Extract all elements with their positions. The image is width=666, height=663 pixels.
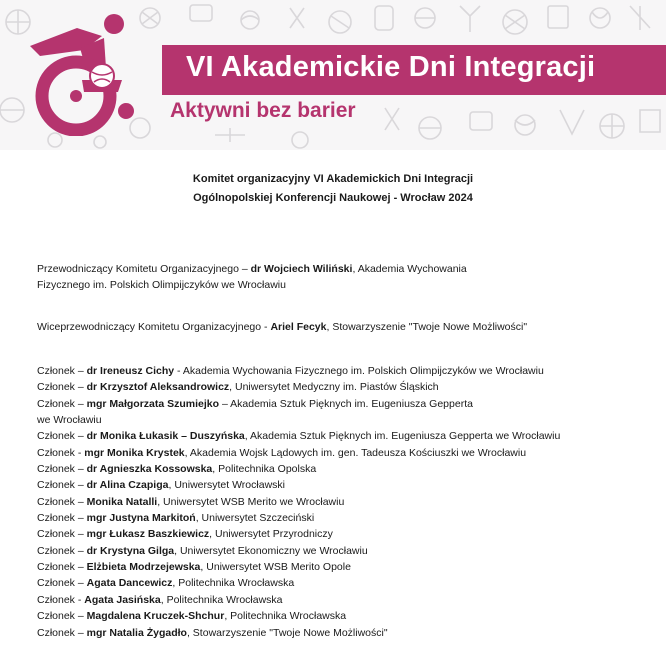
member-affiliation: , Politechnika Wrocławska [172,577,295,590]
member-name: dr Ireneusz Cichy [86,365,175,377]
chair-name: dr Wojciech Wiliński [250,263,353,275]
list-item [37,445,560,461]
member-affiliation: , Akademia Wojsk Lądowych im. gen. Tadeusza Kościuszki we Wrocławiu [184,446,527,459]
member-name: dr Krystyna Gilga [86,544,175,557]
title-bar [162,45,666,95]
member-name: dr Alina Czapiga [86,479,169,492]
chair-role: Przewodniczący Komitetu Organizacyjnego – [37,263,251,275]
page-title: VI Akademickie Dni Integracji [186,51,596,83]
member-affiliation: , Stowarzyszenie "Twoje Nowe Możliwości" [186,626,388,639]
member-name: Agata Dancewicz [86,577,173,590]
list-item [37,625,560,641]
member-name: mgr Łukasz Baszkiewicz [86,528,210,541]
page-subtitle: Aktywni bez barier [170,99,356,122]
member-name: dr Monika Łukasik – Duszyńska [86,430,245,443]
member-affiliation: , Politechnika Opolska [212,463,317,476]
member-prefix: Członek – [37,544,87,557]
member-prefix: Członek – [37,430,87,443]
list-item [37,592,560,608]
member-name: Monika Natalli [86,495,158,508]
member-affiliation: we Wrocławiu [37,414,102,427]
list-item [37,575,560,591]
member-prefix: Członek – [37,512,87,525]
heading-line-1: Komitet organizacyjny VI Akademickich Dni Integracji [192,173,474,185]
member-prefix: Członek - [37,593,85,606]
list-item [37,396,560,412]
wheelchair-athlete-logo-icon [22,6,137,136]
member-prefix: Członek – [37,610,87,623]
member-name: Elżbieta Modrzejewska [86,561,201,574]
vice-chair-role: Wiceprzewodniczący Komitetu Organizacyjnego - [37,321,271,333]
member-affiliation: , Uniwersytet Szczeciński [195,512,315,525]
vice-chair-name: Ariel Fecyk [270,321,327,333]
list-item [37,559,560,575]
list-item [37,428,560,444]
list-item [37,412,560,428]
member-name: Agata Jasińska [84,593,161,606]
chair-affiliation-continued: Fizycznego im. Polskich Olimpijczyków we Wrocławiu [37,279,286,292]
member-prefix: Członek – [37,528,87,541]
member-affiliation: , Uniwersytet Ekonomiczny we Wrocławiu [174,544,368,557]
header-banner [0,0,666,150]
list-item [37,363,560,379]
list-item [37,526,560,542]
list-item [37,461,560,477]
member-affiliation: , Uniwersytet WSB Merito we Wrocławiu [157,495,345,508]
heading-line-2: Ogólnopolskiej Konferencji Naukowej - Wrocław 2024 [193,192,473,204]
member-name: mgr Małgorzata Szumiejko [86,397,220,410]
member-name: dr Krzysztof Aleksandrowicz [86,381,230,394]
chair-affiliation: , Akademia Wychowania [352,263,467,275]
member-prefix: Członek – [37,365,87,377]
member-prefix: Członek – [37,381,87,394]
member-affiliation: , Politechnika Wrocławska [160,593,283,606]
member-name: dr Agnieszka Kossowska [86,463,213,476]
member-affiliation: , Uniwersytet Medyczny im. Piastów Śląskich [229,381,439,394]
member-affiliation: , Uniwersytet Wrocławski [168,479,285,492]
list-item [37,477,560,493]
member-affiliation: - Akademia Wychowania Fizycznego im. Polskich Olimpijczyków we Wrocławiu [174,365,544,377]
member-prefix: Członek - [37,446,85,459]
member-prefix: Członek – [37,495,87,508]
list-item [37,494,560,510]
vice-chair-affiliation: , Stowarzyszenie "Twoje Nowe Możliwości" [326,321,528,333]
member-affiliation: , Uniwersytet Przyrodniczy [209,528,333,541]
member-prefix: Członek – [37,463,87,476]
chair-paragraph [37,261,467,294]
member-name: Magdalena Kruczek-Shchur [86,610,225,623]
document-heading [0,170,666,208]
list-item [37,608,560,624]
list-item [37,543,560,559]
member-name: mgr Justyna Markitoń [86,512,196,525]
member-prefix: Członek – [37,561,87,574]
vice-chair-paragraph [37,319,527,335]
member-affiliation: , Akademia Sztuk Pięknych im. Eugeniusza Gepperta we Wrocławiu [244,430,561,443]
member-prefix: Członek – [37,397,87,410]
member-prefix: Członek – [37,577,87,590]
member-name: mgr Natalia Żygadło [86,626,187,639]
list-item [37,510,560,526]
member-name: mgr Monika Krystek [84,446,185,459]
member-affiliation: – Akademia Sztuk Pięknych im. Eugeniusza Gepperta [219,397,473,410]
member-prefix: Członek – [37,479,87,492]
member-affiliation: , Politechnika Wrocławska [224,610,347,623]
list-item [37,379,560,395]
member-prefix: Członek – [37,626,87,639]
member-affiliation: , Uniwersytet WSB Merito Opole [200,561,351,574]
members-list [37,363,560,641]
